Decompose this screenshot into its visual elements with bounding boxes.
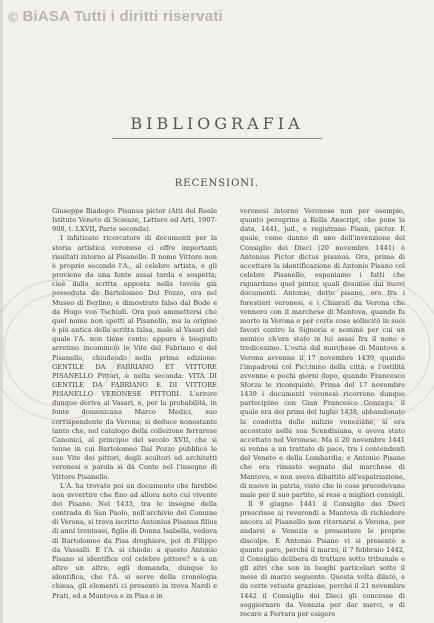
body-paragraph: L'A. ha trovato poi un documento che farebbe non avvertire che fino ad allora noto cui vivente dei Pisano. Nel 1433, tra le insegne della contrada di San Paolo, nell'archivio del Comune di Verona, si trova iscritto Antonius Pisanus filius di anni trentasei, figlio di Donna Isabella, vedova di Bartolomeo da Pisa droghiere, poi di Filippo da Vassalli. E l'A. si chiede: a questo Antonio Pisano si identifica col celebre pittore? e a un altro un altro, egli domanda, dunque lo identifica, che l'A. si serve della cronologia chiesa, gli elementi ci presentò in trova Nardi e Prati, ed a Mantova e in Pisa e in — [52, 481, 217, 600]
copyright-icon: © — [8, 8, 19, 25]
subsection-title: RECENSIONI. — [174, 178, 260, 189]
left-column — [52, 207, 217, 600]
title-rule — [112, 138, 322, 139]
review-heading-paragraph: Giuseppe Biadego: Pisanus pictor (Atti del Reale Istituto Veneto di Scienze, Lettere ed Arti, 1907-908, t. LXVII, Parte seconda). — [52, 207, 217, 234]
right-column — [240, 207, 405, 618]
body-paragraph: I infaticato ricercatore di documenti per la storia artistica veronese ci offre importanti risultati intorno al Pisanello. Il nome Vittore non è proprio secondo l'A., al celebre artista, e gli proviene da una fonte assai tarda e sospetta; cioè dalla scritta apposta nella tavola già posseduta da Bartolomeo Dal Pozzo, ora nel Museo di Berlino, e dimostrato falso dal Bode e da Hugo von Tschudi. Ora può ammettersi che quel nome non spetti al Pisanello, ma la origine è più antica della scritta falsa, male al Vasari del quale l'A. non tiene conto; eppure è biografo arretino incominciò le Vite del Fabriano e del Pisanello, chiudendo nella prima edizione: GENTILE DA FABRIANO ET VITTORE PISANELLO Pittori, e nella seconda: VITA DI GENTILE DA FABRIANO E DI VITTORE PISANELLO VERONESE PITTORI. L'errore dunque deriva al Vasari, e, per la probabilità, in fonte domenicana Marco Medici, suo corrispondente da Verona; si deduce nonostante tanto che, nel catalogo della collezione ferrarese Canonici, al principio del secolo XVII, che si tenne in cui Bartolomeo Dal Pozzo pubblicò le sue Vite dei pittori, degli scultori ed architetti veronesi e parola si dà Conte nel l'insegno di Vittore Pisanello. — [52, 234, 217, 481]
watermark — [8, 8, 223, 25]
section-title: BIBLIOGRAFIA — [130, 114, 304, 133]
scan-edge — [0, 0, 3, 623]
body-paragraph: veronesi intorno Veronese non per esempio, quanto peregrino a Rella Anscript, che pone la data, 1441, juil., e registrano Pisan, pictor. E quale, come danno di uno dell'invenzione del Consiglio dei Dieci (20 novembre 1441) è Antonius Pictor dictus pisanus. Ora, prima di accettare la identificazione di Antonio Pisano col celebre Pisanello, esponiamo i fatti che riguardano quel pinter, quali desunse dai nuovi documenti. Antonio, detto pisano, era fra i forestieri veronesi, e i Chiarati da Verona che vennero con il marchese di Mantova, quando fu morto in Verona e per certe cose sollecitò in suoi favori contro la Signoria e nominò per cui un nemico ch'era stato in lui assai fra il nono e tredicesimo. L'ostia dal marchese di Mantova a Verona avvenne il 17 novembre 1439, quando l'impadronì col Piccinino della città; e l'ostilità avvenne e pochi giorni dopo, quando Francesco Sforza le riconquistò. Prima del 17 novembre 1439 i documenti veronesi ricorrono dunque partecipino con Gian Francesco Gonzaga, il quale era dei primi del luglio 1438, abbandonato la condotta delle milizie veneziane, si era accostato nella sua Scendisiana, e aveva stato accettato nel Veronese. Ma il 20 novembre 1441 si venne a un trattato di pace, tra i contendenti del Veneto e della Lombardia; e Antonio Pisano che era rimasto segnato dal marchese di Mantova, e non aveva dibattito all'espatriazione, di nuovo in patria, visto che le cose procedevano male per il suo partito, si rese a migliori consigli. — [240, 207, 405, 499]
watermark-text: BiASA Tutti i diritti riservati — [22, 8, 223, 25]
body-paragraph: Il 9 giugno 1441 il Consiglio dei Dieci prescrisse ai reverendi a Mantova di richiedere ancora al Pisanello non ritornarsi a Verona, per andarsi a Venezia a presentare le proprie discolpe. E Antonio Pisano vi si presentò a quanto pare, perché il marzo, il 7 febbraio 1442, il Consiglio delibera di trattare sotto tribunale e gli altri che son in luoghi particolari sotto il mese di marzo seguente. Questa volta dilatò, e da certe vetuste grazioso, perché il 21 novembre 1442 il Consiglio dei Dieci gli concesse di soggiornare da Venezia per dar merci, e di recare a Ferrara per esigere — [240, 500, 405, 618]
